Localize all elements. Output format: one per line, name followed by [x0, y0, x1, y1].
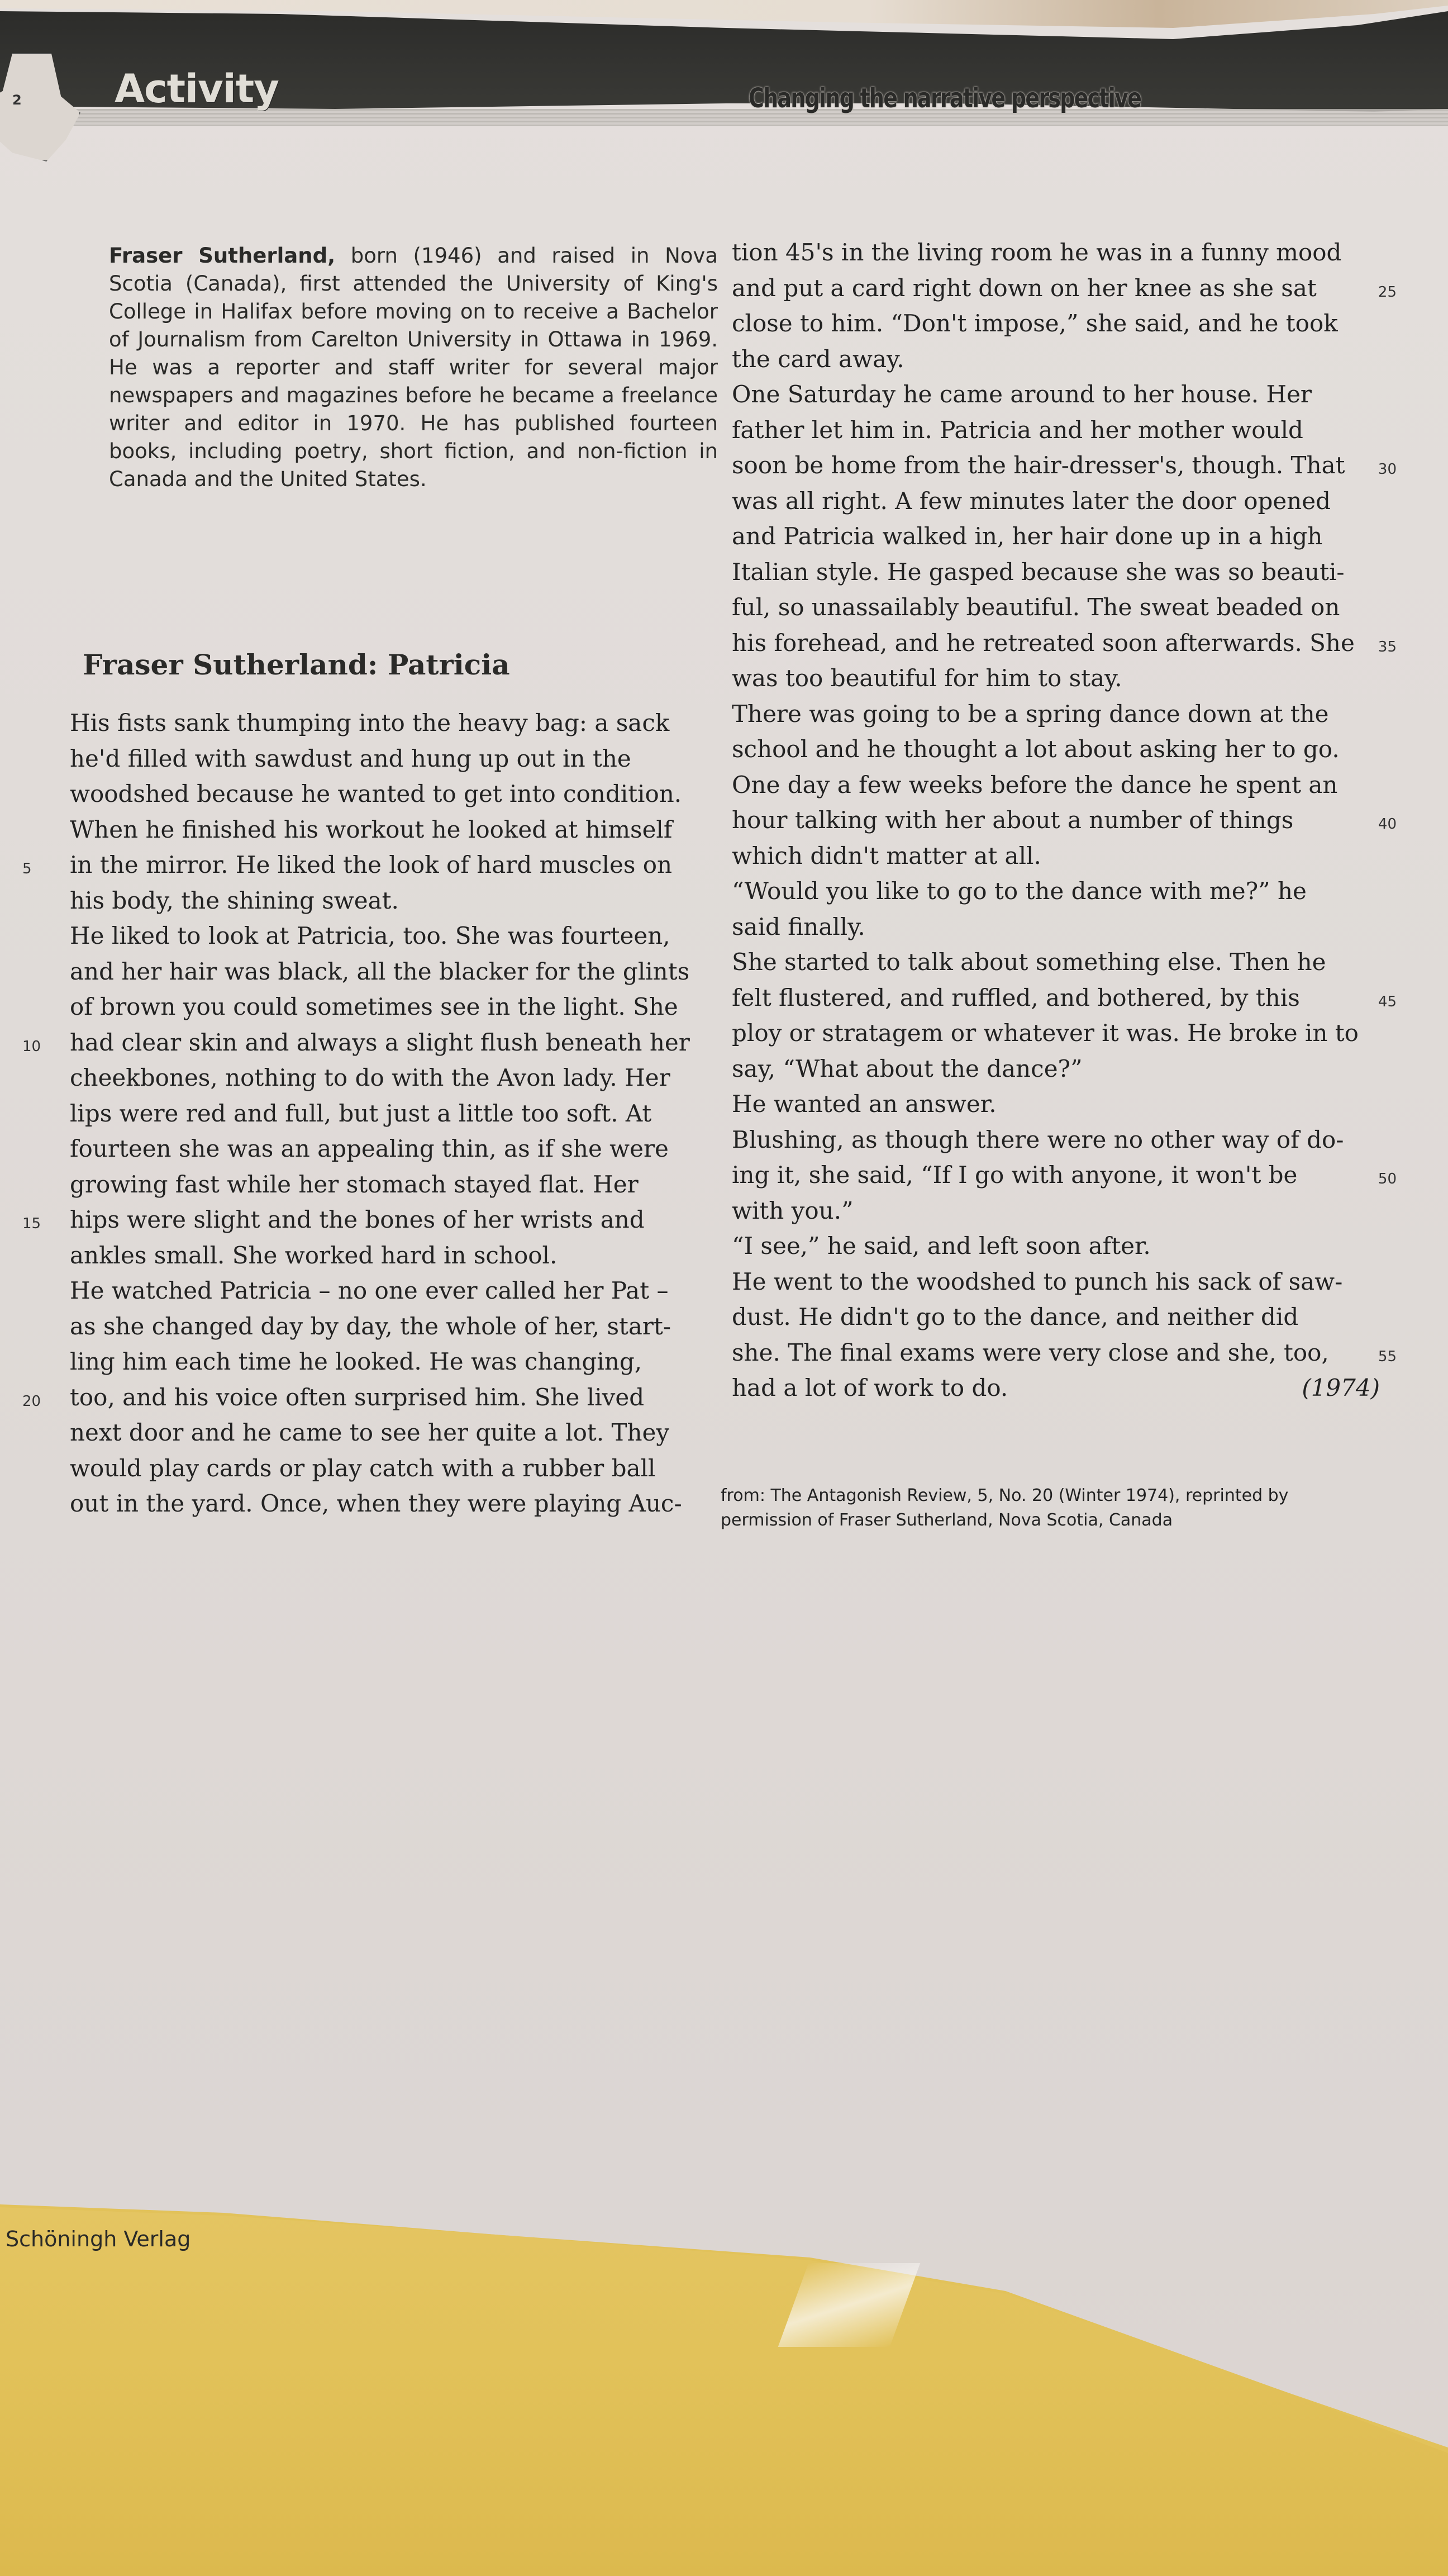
story-line: [732, 625, 1397, 661]
story-line-text: He liked to look at Patricia, too. She was fourteen,: [70, 922, 670, 949]
line-number: 35: [1378, 638, 1397, 655]
story-line-text: Italian style. He gasped because she was so beauti-: [732, 558, 1345, 586]
line-number: 30: [1378, 461, 1397, 478]
story-line: [732, 1264, 1380, 1300]
story-line-text: with you.”: [732, 1196, 854, 1224]
story-line: [732, 909, 1380, 945]
story-line-text: she. The final exams were very close and she, too,: [732, 1338, 1329, 1366]
story-line: [22, 954, 709, 990]
story-line: [732, 412, 1380, 448]
story-right-column: [732, 235, 1397, 1406]
story-line: [732, 873, 1380, 909]
story-line: [732, 1335, 1397, 1371]
story-line-text: His fists sank thumping into the heavy bag: a sack: [70, 709, 670, 736]
story-line-text: He wanted an answer.: [732, 1090, 997, 1118]
activity-label: Activity: [115, 66, 279, 112]
story-line-text: school and he thought a lot about asking her to go.: [732, 735, 1340, 763]
story-line: [732, 590, 1380, 625]
story-line: [22, 1273, 709, 1309]
story-line: [22, 883, 709, 919]
author-bio: [109, 242, 718, 493]
section-title: Changing the narrative perspective: [749, 83, 1141, 114]
story-line-text: in the mirror. He liked the look of hard muscles on: [70, 851, 673, 878]
story-line-text: the card away.: [732, 345, 904, 373]
story-line: [22, 1167, 709, 1203]
story-line: [732, 270, 1397, 306]
story-line: [732, 1299, 1380, 1335]
story-line-text: as she changed day by day, the whole of her, start-: [70, 1312, 671, 1340]
story-line: [22, 1096, 709, 1132]
line-number: 10: [22, 1038, 41, 1055]
story-left-column: [22, 705, 709, 1522]
story-line: [732, 448, 1397, 483]
story-line: [22, 1202, 709, 1238]
story-line-text: hips were slight and the bones of her wrists and: [70, 1206, 645, 1233]
story-line: [732, 235, 1380, 270]
story-line-text: He watched Patricia – no one ever called her Pat –: [70, 1277, 669, 1304]
story-line: [22, 1309, 709, 1344]
line-number: 55: [1378, 1348, 1397, 1365]
story-title: Fraser Sutherland: Patricia: [83, 648, 510, 681]
story-line: [732, 1086, 1380, 1122]
story-line: [22, 1025, 709, 1061]
story-line: [732, 1157, 1397, 1193]
story-line-text: ankles small. She worked hard in school.: [70, 1241, 558, 1269]
story-line-text: he'd filled with sawdust and hung up out in the: [70, 744, 631, 772]
story-line-text: hour talking with her about a number of things: [732, 806, 1294, 834]
story-line-text: his forehead, and he retreated soon afterwards. She: [732, 629, 1355, 657]
story-line: [732, 1122, 1380, 1158]
story-line-text: ploy or stratagem or whatever it was. He broke in to: [732, 1019, 1359, 1047]
author-name: Fraser Sutherland,: [109, 244, 336, 268]
story-line: [732, 1193, 1380, 1229]
story-line: [732, 1015, 1380, 1051]
story-line: [22, 741, 709, 777]
story-line-text: There was going to be a spring dance down at the: [732, 700, 1329, 728]
story-line: [732, 341, 1380, 377]
story-line-text: Blushing, as though there were no other way of do-: [732, 1125, 1344, 1153]
story-line: [732, 519, 1380, 554]
story-line-text: He went to the woodshed to punch his sack of saw-: [732, 1267, 1343, 1295]
story-line-text: ful, so unassailably beautiful. The sweat beaded on: [732, 593, 1340, 621]
story-line: [22, 1344, 709, 1380]
source-line-2: permission of Fraser Sutherland, Nova Scotia, Canada: [721, 1510, 1173, 1530]
story-line: [732, 660, 1380, 696]
line-number: 40: [1378, 816, 1397, 833]
story-line: [22, 918, 709, 954]
story-line-text: woodshed because he wanted to get into condition.: [70, 780, 682, 807]
story-line-text: “I see,” he said, and left soon after.: [732, 1232, 1151, 1260]
page-number: 2: [12, 92, 22, 108]
story-line: [732, 838, 1380, 874]
story-line: [22, 989, 709, 1025]
story-line: [732, 696, 1380, 732]
story-line-text: of brown you could sometimes see in the light. She: [70, 993, 678, 1020]
story-line-text: and Patricia walked in, her hair done up in a high: [732, 522, 1323, 550]
story-line-text: next door and he came to see her quite a lot. They: [70, 1419, 670, 1446]
story-line-text: say, “What about the dance?”: [732, 1054, 1083, 1082]
line-number: 25: [1378, 283, 1397, 301]
publisher-name: Schöningh Verlag: [6, 2227, 191, 2251]
story-line: [732, 1370, 1380, 1406]
author-bio-text: born (1946) and raised in Nova Scotia (Canada), first attended the University of King's College in Halifax before moving on to receive a Bachelor of Journalism from Carelton University in Ottawa in 1969. He was a reporter and staff writer for several major newspapers and magazines before he became a freelance writer and editor in 1970. He has published fourteen books, including poetry, short fiction, and non-fiction in Canada and the United States.: [109, 244, 718, 491]
story-line-text: growing fast while her stomach stayed flat. Her: [70, 1170, 639, 1198]
line-number: 50: [1378, 1171, 1397, 1187]
story-line: [732, 554, 1380, 590]
story-line-text: fourteen she was an appealing thin, as if she were: [70, 1135, 669, 1162]
story-line-text: dust. He didn't go to the dance, and neither did: [732, 1303, 1299, 1330]
story-line-text: too, and his voice often surprised him. She lived: [70, 1383, 645, 1411]
story-line-text: One Saturday he came around to her house. Her: [732, 381, 1312, 408]
story-line-text: which didn't matter at all.: [732, 842, 1041, 869]
story-line-text: ling him each time he looked. He was changing,: [70, 1348, 642, 1375]
story-line-text: soon be home from the hair-dresser's, though. That: [732, 451, 1345, 479]
story-line-text: said finally.: [732, 912, 865, 940]
story-line: [22, 776, 709, 812]
story-line: [22, 1415, 709, 1451]
story-line-text: When he finished his workout he looked at himself: [70, 815, 673, 843]
publication-year: (1974): [1302, 1374, 1380, 1401]
story-line: [22, 1486, 709, 1522]
source-citation: [721, 1484, 1391, 1533]
line-number: 5: [22, 861, 32, 877]
line-number: 20: [22, 1392, 41, 1410]
story-line: [22, 1060, 709, 1096]
story-line: [22, 1238, 709, 1273]
source-line-1: from: The Antagonish Review, 5, No. 20 (Winter 1974), reprinted by: [721, 1486, 1289, 1505]
story-line: [732, 802, 1397, 838]
story-line: [22, 1451, 709, 1486]
story-line: [732, 377, 1380, 412]
story-line: [732, 980, 1397, 1016]
story-line-text: would play cards or play catch with a rubber ball: [70, 1454, 656, 1482]
story-line-text: his body, the shining sweat.: [70, 886, 399, 914]
story-line-text: lips were red and full, but just a little too soft. At: [70, 1099, 652, 1127]
story-line-text: ing it, she said, “If I go with anyone, it won't be: [732, 1161, 1298, 1189]
story-line-text: felt flustered, and ruffled, and bothered, by this: [732, 983, 1300, 1011]
story-line: [732, 731, 1380, 767]
story-line-text: and her hair was black, all the blacker for the glints: [70, 957, 690, 985]
story-line-text: was all right. A few minutes later the door opened: [732, 487, 1331, 515]
story-line: [22, 812, 709, 848]
line-number: 15: [22, 1215, 41, 1232]
story-line: [732, 1051, 1380, 1087]
story-line-text: “Would you like to go to the dance with me?” he: [732, 877, 1307, 905]
story-line: [732, 483, 1380, 519]
story-line-text: out in the yard. Once, when they were playing Auc-: [70, 1490, 682, 1517]
line-number: 45: [1378, 993, 1397, 1010]
story-line-text: close to him. “Don't impose,” she said, and he took: [732, 310, 1338, 337]
story-line: [22, 1380, 709, 1415]
story-line: [22, 1131, 709, 1167]
story-line: [732, 306, 1380, 341]
story-line-text: was too beautiful for him to stay.: [732, 664, 1122, 692]
story-line: [732, 767, 1380, 803]
story-line: [22, 847, 709, 883]
story-line-text: She started to talk about something else. Then he: [732, 948, 1326, 976]
story-line-text: had a lot of work to do.: [732, 1374, 1008, 1401]
story-line-text: had clear skin and always a slight flush beneath her: [70, 1028, 690, 1056]
story-line-text: father let him in. Patricia and her mother would: [732, 416, 1303, 444]
story-line: [22, 705, 709, 741]
story-line-text: cheekbones, nothing to do with the Avon lady. Her: [70, 1064, 670, 1091]
story-line-text: One day a few weeks before the dance he spent an: [732, 771, 1338, 799]
story-line-text: tion 45's in the living room he was in a funny mood: [732, 239, 1342, 266]
story-line-text: and put a card right down on her knee as she sat: [732, 274, 1317, 302]
story-line: [732, 1228, 1380, 1264]
story-line: [732, 944, 1380, 980]
